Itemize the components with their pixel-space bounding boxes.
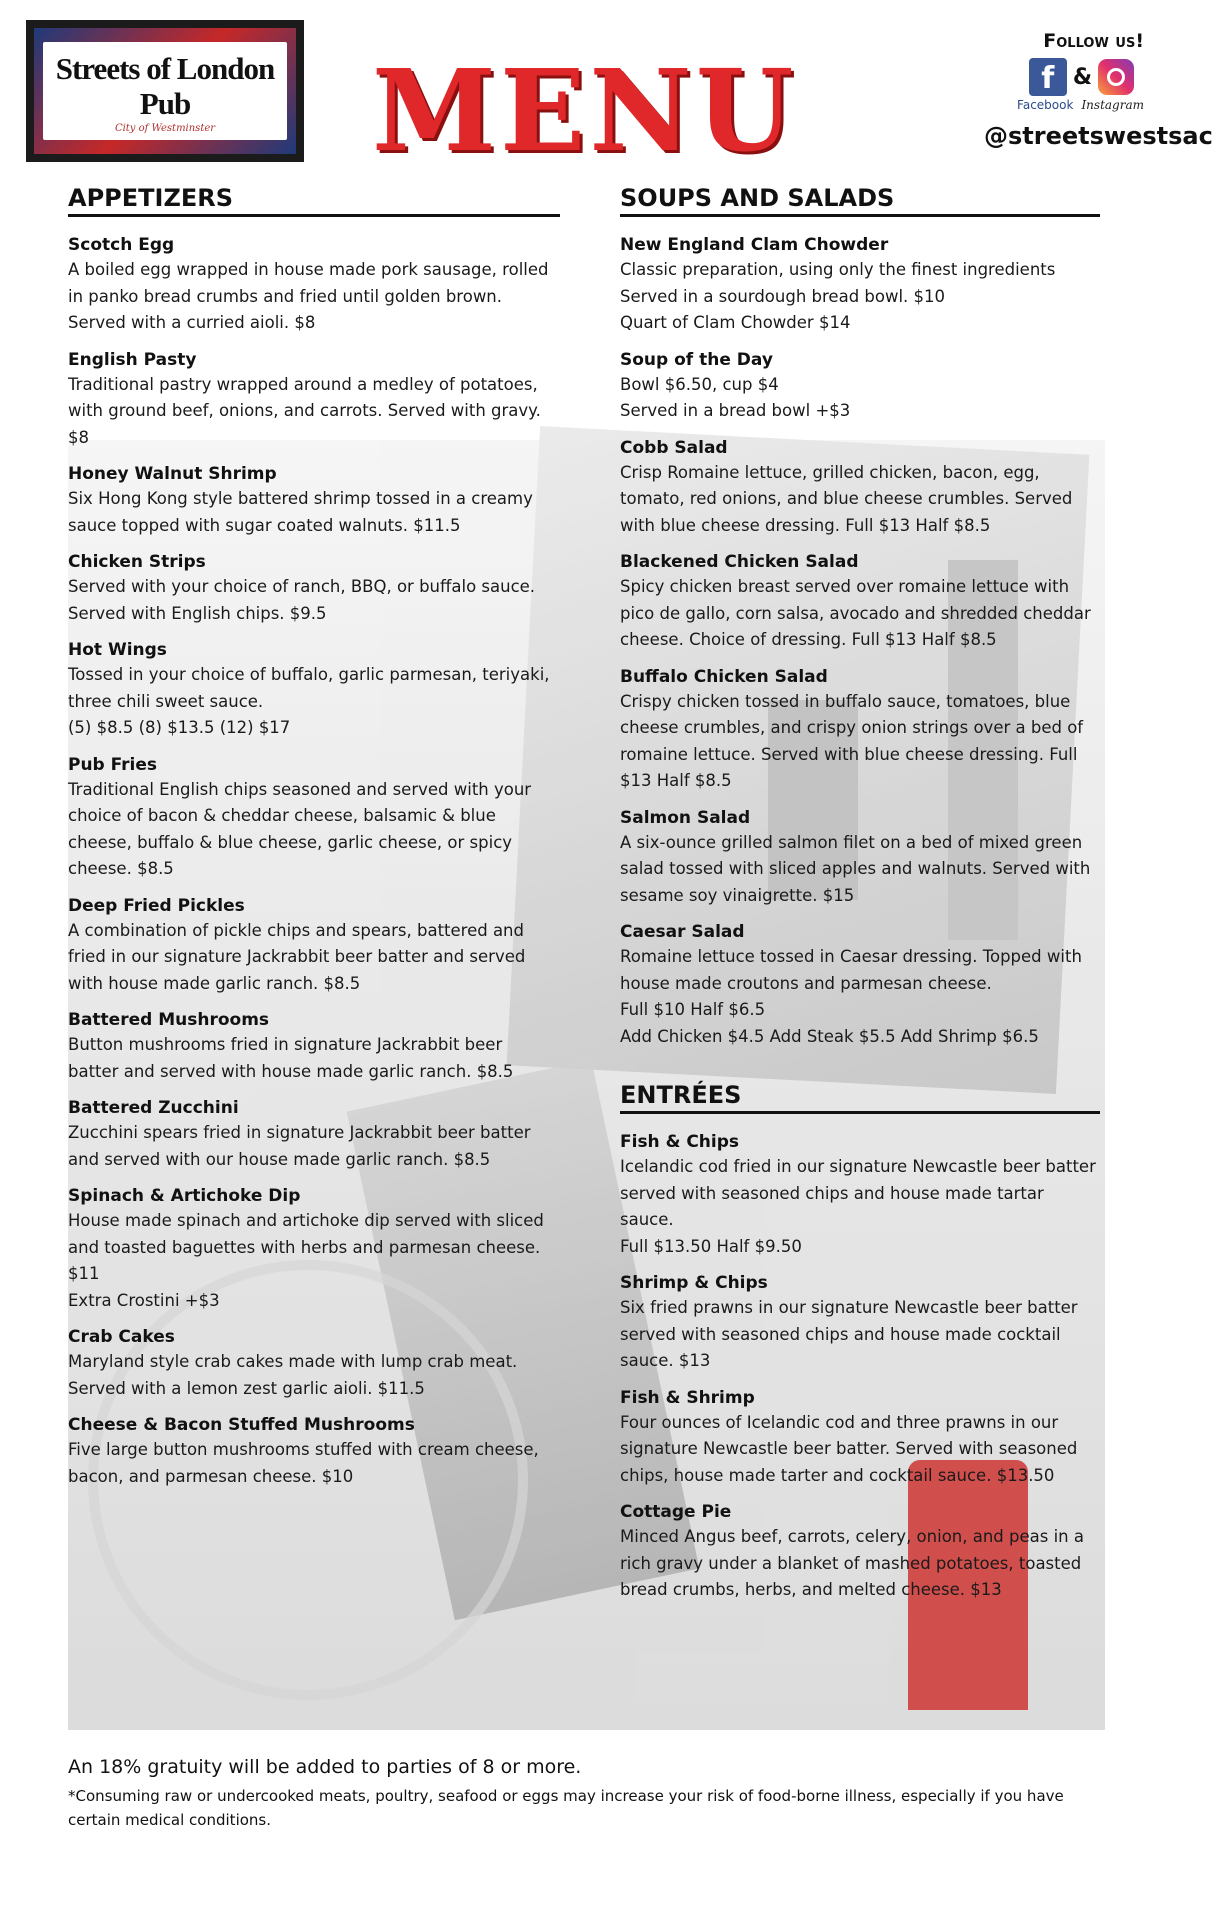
menu-item-description: Traditional English chips seasoned and served with your choice of bacon & cheddar cheese, balsamic & blue cheese, buffalo & blue cheese, garlic cheese, or spicy cheese. $8.5: [68, 779, 532, 878]
menu-title: MENU: [372, 46, 798, 177]
menu-item-description: Minced Angus beef, carrots, celery, onion, and peas in a rich gravy under a blanket of mashed potatoes, toasted bread crumbs, herbs, and melted cheese. $13: [620, 1527, 1084, 1599]
menu-item-name: Hot Wings: [68, 640, 167, 660]
menu-item: [620, 1271, 1100, 1375]
soups-salads-heading: SOUPS AND SALADS: [620, 184, 1100, 217]
appetizers-heading: APPETIZERS: [68, 184, 560, 217]
left-column: [68, 184, 560, 1501]
menu-item-description: A boiled egg wrapped in house made pork sausage, rolled in panko bread crumbs and fried until golden brown. Served with a curried aioli. $8: [68, 260, 549, 332]
menu-item-description: Traditional pastry wrapped around a medley of potatoes, with ground beef, onions, and carrots. Served with gravy. $8: [68, 374, 541, 447]
menu-item: [68, 1184, 560, 1314]
menu-item-name: English Pasty: [68, 349, 197, 370]
menu-item-name: Spinach & Artichoke Dip: [68, 1186, 301, 1206]
menu-item: [620, 1386, 1100, 1490]
menu-item-name: Cheese & Bacon Stuffed Mushrooms: [68, 1415, 415, 1435]
menu-item: [620, 1500, 1100, 1604]
menu-item: [68, 1008, 560, 1085]
menu-item-description: Crispy chicken tossed in buffalo sauce, tomatoes, blue cheese crumbles, and crispy onion strings over a bed of romaine lettuce. Served with blue cheese dressing. Full $13 Half $8.5: [620, 691, 1084, 790]
food-safety-disclaimer: *Consuming raw or undercooked meats, poultry, seafood or eggs may increase your risk of food-borne illness, especially if you have certain medical conditions.: [68, 1787, 1064, 1829]
social-icons: [984, 58, 1134, 96]
menu-item-name: Battered Zucchini: [68, 1098, 239, 1118]
menu-item-description: Bowl $6.50, cup $4 Served in a bread bowl +$3: [620, 374, 851, 420]
menu-item-name: Blackened Chicken Salad: [620, 552, 859, 572]
menu-item-description: House made spinach and artichoke dip served with sliced and toasted baguettes with herbs and parmesan cheese. $11 Extra Crostini +$3: [68, 1211, 544, 1310]
menu-item-description: Six Hong Kong style battered shrimp tossed in a creamy sauce topped with sugar coated walnuts. $11.5: [68, 489, 533, 535]
menu-item-name: Salmon Salad: [620, 807, 751, 828]
menu-item-name: Caesar Salad: [620, 922, 745, 942]
menu-item-name: Pub Fries: [68, 754, 158, 775]
social-labels: [984, 98, 1144, 112]
menu-item: [68, 550, 560, 627]
menu-item: [68, 1096, 560, 1173]
instagram-label: Instagram: [1081, 98, 1144, 112]
entrees-heading: ENTRÉES: [620, 1081, 1100, 1114]
logo-subtitle: City of Westminster: [114, 122, 216, 134]
menu-item-description: Maryland style crab cakes made with lump crab meat. Served with a lemon zest garlic aioli. $11.5: [68, 1352, 518, 1398]
menu-item: [620, 920, 1100, 1050]
menu-item-description: Spicy chicken breast served over romaine lettuce with pico de gallo, corn salsa, avocado and shredded cheddar cheese. Choice of dressing. Full $13 Half $8.5: [620, 577, 1091, 649]
menu-item: [68, 753, 560, 883]
ampersand: &: [1072, 64, 1092, 90]
menu-item-name: Battered Mushrooms: [68, 1010, 270, 1030]
follow-title: Follow us!: [1043, 30, 1144, 52]
social-follow: [984, 30, 1213, 150]
menu-item: [620, 550, 1100, 654]
menu-item-name: Deep Fried Pickles: [68, 895, 245, 916]
pub-logo: [26, 20, 304, 162]
menu-item-description: Four ounces of Icelandic cod and three prawns in our signature Newcastle beer batter. Served with seasoned chips, house made tarter and cocktail sauce. $13.50: [620, 1412, 1078, 1485]
menu-item-name: Shrimp & Chips: [620, 1273, 768, 1293]
facebook-label: Facebook: [1017, 98, 1074, 112]
menu-item: [68, 894, 560, 998]
union-jack-background: [34, 28, 296, 154]
menu-item: [620, 665, 1100, 795]
logo-plate: [43, 42, 287, 139]
menu-item-name: Honey Walnut Shrimp: [68, 464, 277, 484]
gratuity-note: An 18% gratuity will be added to parties of 8 or more.: [68, 1756, 582, 1778]
logo-name: Streets of London Pub: [55, 51, 275, 121]
menu-item: [68, 1325, 560, 1402]
menu-item: [68, 348, 560, 452]
menu-item-name: Fish & Shrimp: [620, 1387, 755, 1408]
menu-item-description: Romaine lettuce tossed in Caesar dressing. Topped with house made croutons and parmesan cheese. Full $10 Half $6.5 Add Chicken $4.5 Add Steak $5.5 Add Shrimp $6.5: [620, 947, 1082, 1046]
menu-item-description: Five large button mushrooms stuffed with cream cheese, bacon, and parmesan cheese. $10: [68, 1440, 539, 1486]
menu-item-name: New England Clam Chowder: [620, 235, 889, 255]
soups-salads-list: [620, 233, 1100, 1050]
menu-item: [620, 233, 1100, 337]
menu-item-description: A six-ounce grilled salmon filet on a bed of mixed green salad tossed with sliced apples and walnuts. Served with sesame soy vinaigrette. $15: [620, 832, 1091, 905]
menu-item-description: Tossed in your choice of buffalo, garlic parmesan, teriyaki, three chili sweet sauce. (5) $8.5 (8) $13.5 (12) $17: [68, 665, 550, 737]
menu-item-description: Zucchini spears fried in signature Jackrabbit beer batter and served with our house made garlic ranch. $8.5: [68, 1123, 531, 1169]
menu-item-name: Fish & Chips: [620, 1132, 740, 1152]
menu-item: [620, 348, 1100, 425]
menu-item-description: Served with your choice of ranch, BBQ, or buffalo sauce. Served with English chips. $9.5: [68, 577, 536, 623]
menu-item-description: Icelandic cod fried in our signature Newcastle beer batter served with seasoned chips and house made tartar sauce. Full $13.50 Half $9.50: [620, 1157, 1096, 1256]
menu-item-name: Scotch Egg: [68, 235, 175, 255]
menu-item-description: Crisp Romaine lettuce, grilled chicken, bacon, egg, tomato, red onions, and blue cheese crumbles. Served with blue cheese dressing. Full $13 Half $8.5: [620, 462, 1073, 535]
menu-item-name: Cottage Pie: [620, 1502, 732, 1522]
menu-item-description: Classic preparation, using only the finest ingredients Served in a sourdough bread bowl. $10 Quart of Clam Chowder $14: [620, 260, 1056, 332]
social-handle: @streetswestsac: [984, 122, 1213, 150]
appetizers-list: [68, 233, 560, 1490]
menu-item-description: Button mushrooms fried in signature Jackrabbit beer batter and served with house made garlic ranch. $8.5: [68, 1035, 514, 1081]
menu-item: [68, 1413, 560, 1490]
menu-item-name: Chicken Strips: [68, 552, 206, 572]
menu-item-name: Buffalo Chicken Salad: [620, 666, 828, 687]
menu-item-description: A combination of pickle chips and spears, battered and fried in our signature Jackrabbit beer batter and served with house made garlic ranch. $8.5: [68, 920, 526, 993]
instagram-icon[interactable]: [1098, 59, 1134, 95]
menu-item-name: Cobb Salad: [620, 437, 728, 458]
facebook-icon[interactable]: f: [1029, 58, 1067, 96]
footer: [68, 1756, 1108, 1832]
menu-item: [620, 1130, 1100, 1260]
menu-item: [620, 806, 1100, 910]
menu-item: [68, 462, 560, 539]
entrees-list: [620, 1130, 1100, 1604]
menu-item: [68, 638, 560, 742]
menu-item: [620, 436, 1100, 540]
right-column: [620, 184, 1100, 1615]
menu-item-description: Six fried prawns in our signature Newcastle beer batter served with seasoned chips and house made cocktail sauce. $13: [620, 1298, 1078, 1370]
menu-item-name: Soup of the Day: [620, 349, 773, 370]
menu-item-name: Crab Cakes: [68, 1327, 175, 1347]
menu-item: [68, 233, 560, 337]
